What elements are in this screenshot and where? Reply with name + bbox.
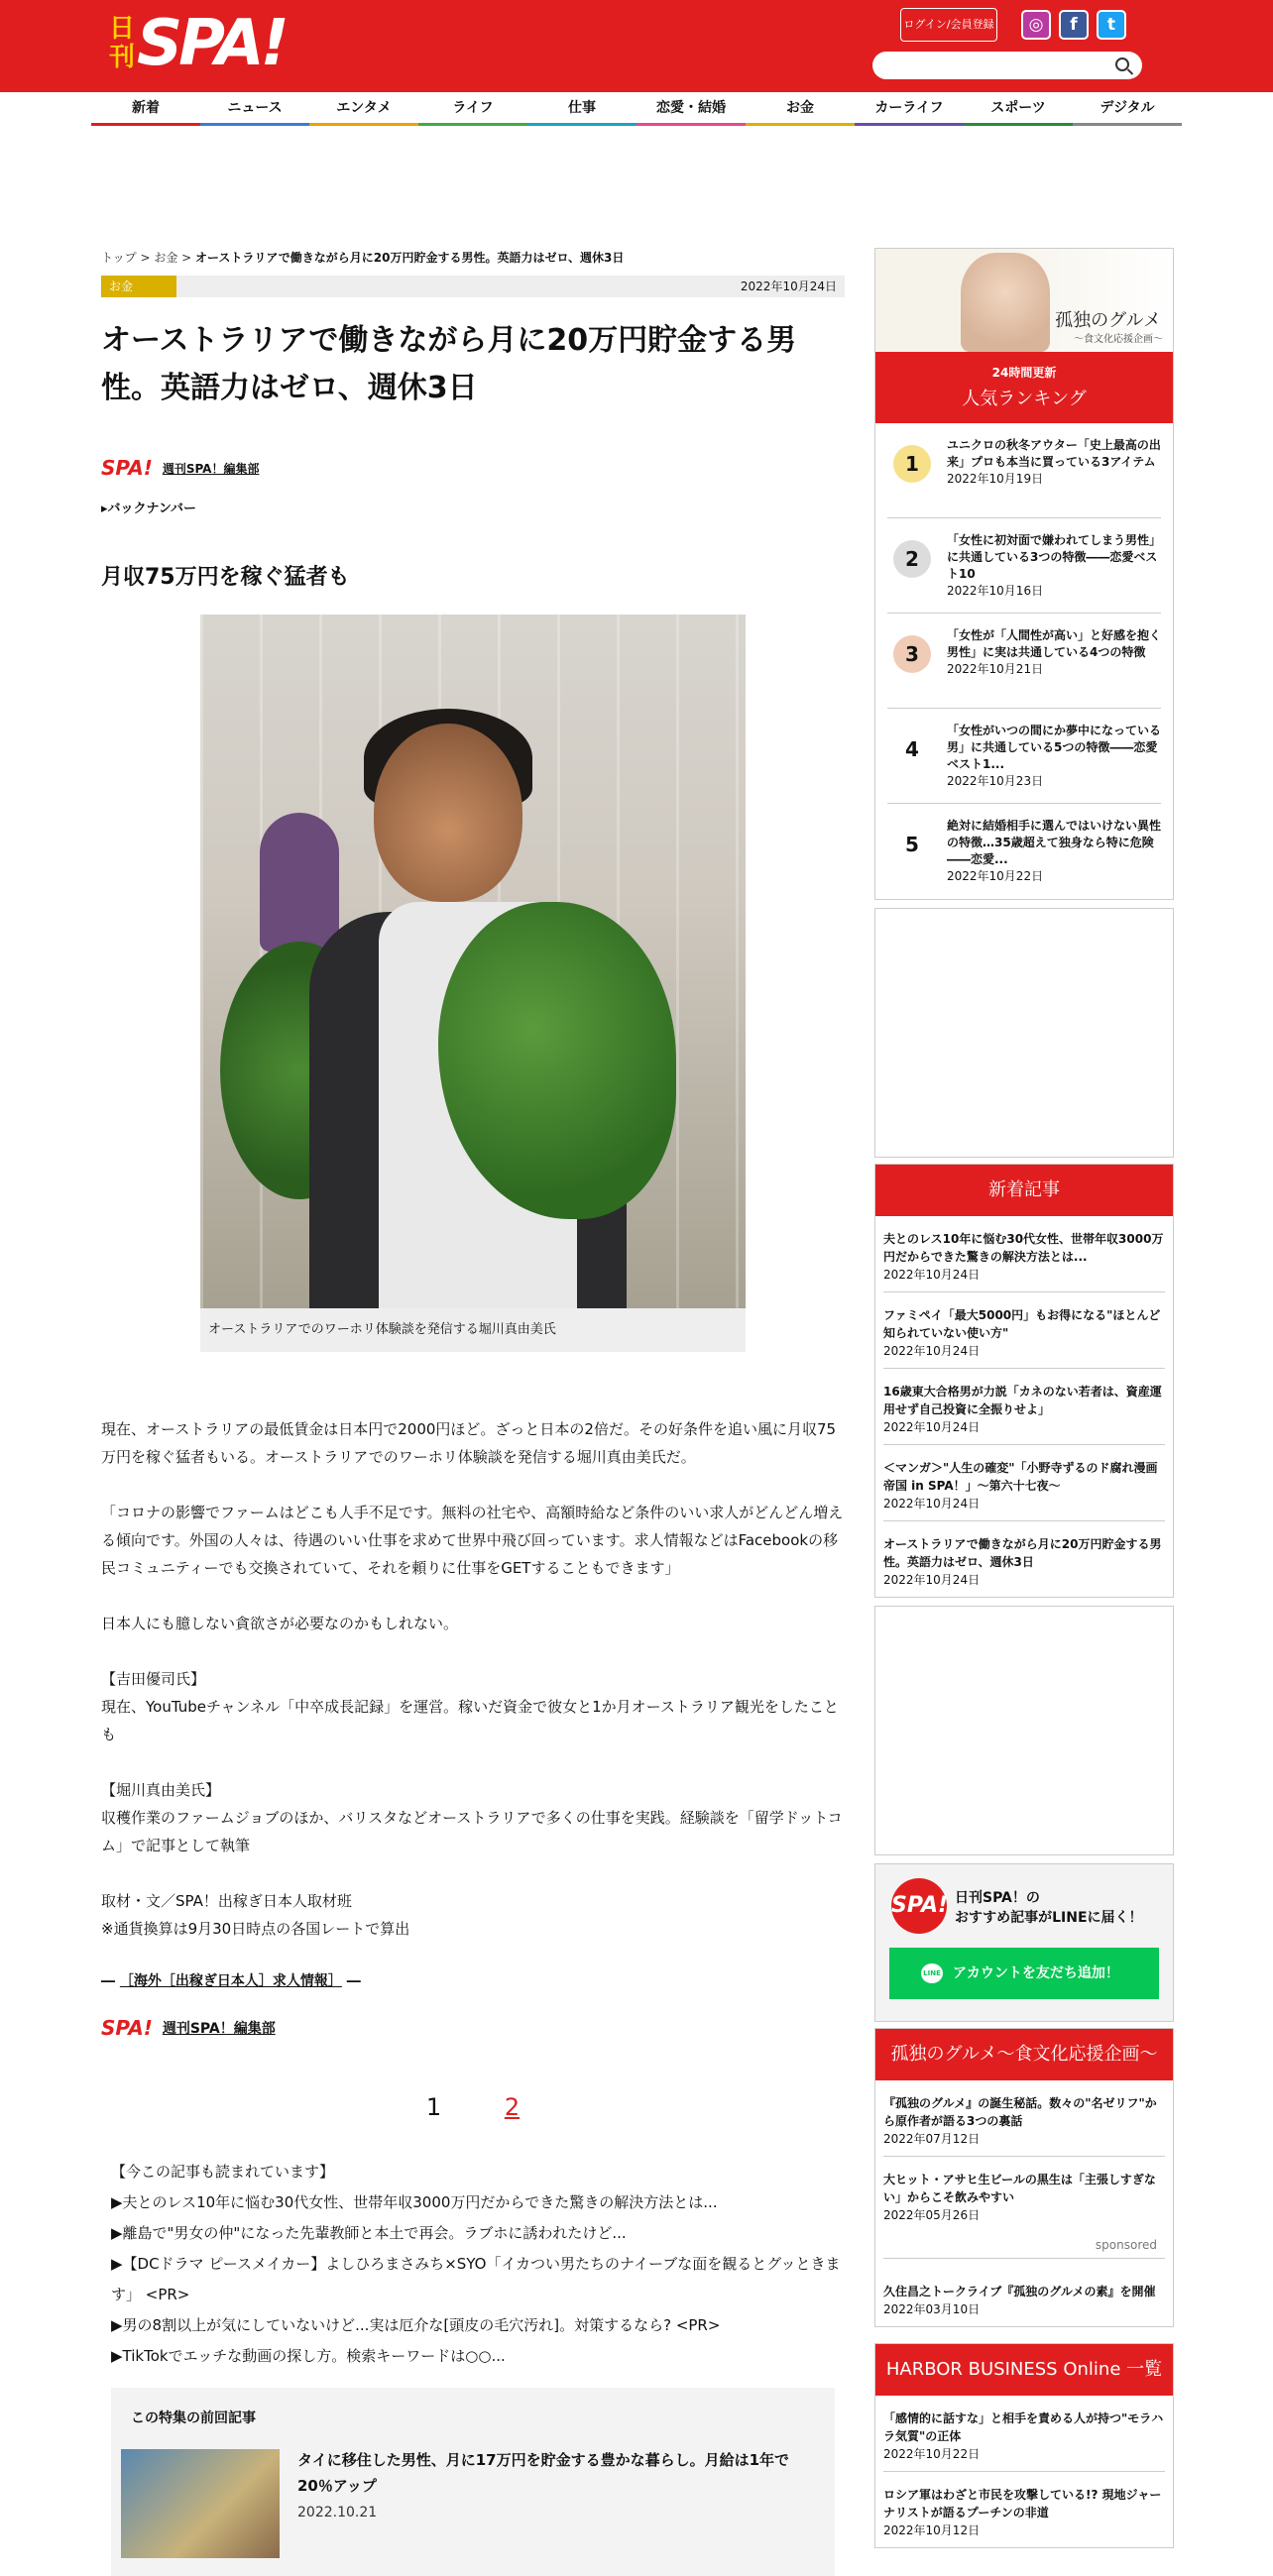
ranking-item[interactable] — [887, 518, 1161, 614]
ad-slot — [874, 1606, 1174, 1855]
rank-number: 1 — [893, 445, 931, 483]
gourmet-list — [875, 2080, 1173, 2326]
related-item[interactable]: ▶【DCドラマ ピースメイカー】よしひろまさみち×SYO「イカつい男たちのナイーブな面を観るとグッときます」 <PR> — [111, 2255, 841, 2303]
ranking-title: 人気ランキング — [962, 389, 1087, 409]
rank-title: 絶対に結婚相手に選んではいけない異性の特徴…35歳超えて独身なら特に危険――恋愛... — [947, 819, 1162, 866]
item-title: ファミペイ「最大5000円」もお得になる"ほとんど知られていない使い方" — [883, 1308, 1161, 1340]
rank-number: 5 — [905, 833, 919, 856]
ranking-item[interactable] — [887, 423, 1161, 518]
item-title: 16歳東大合格男が力説「カネのない若者は、資産運用せず自己投資に全振りせよ」 — [883, 1385, 1162, 1416]
ranking-item[interactable] — [887, 709, 1161, 804]
profile-text: 現在、YouTubeチャンネル「中卒成長記録」を運営。稼いだ資金で彼女と1か月オーストラリア観光をしたことも — [101, 1698, 839, 1743]
related-item[interactable]: ▶夫とのレス10年に悩む30代女性、世帯年収3000万円だからできた驚きの解決方法とは... — [111, 2193, 718, 2211]
pagination — [101, 2093, 845, 2121]
nav-item-work[interactable]: 仕事 — [527, 92, 636, 126]
search-input[interactable] — [872, 52, 1142, 79]
paragraph: 「コロナの影響でファームはどこも人手不足です。無料の社宅や、高額時給など条件のいい求人がどんどん増える傾向です。外国の人々は、待遇のいい仕事を求めて世界中飛び回っています。求人情報などはFacebookの移民コミュニティーでも交換されていて、それを頼りに仕事をGETすることもできます」 — [101, 1504, 844, 1577]
previous-heading: この特集の前回記事 — [131, 2410, 256, 2426]
nav-item-entame[interactable]: エンタメ — [309, 92, 418, 126]
harbor-box — [874, 2343, 1174, 2548]
banner-subtitle: ～食文化応援企画～ — [1074, 334, 1163, 345]
list-item[interactable] — [883, 2080, 1165, 2157]
page-2-link[interactable]: 2 — [504, 2093, 521, 2121]
site-header — [0, 0, 1273, 92]
credit-block — [101, 1887, 845, 1943]
banner-title: 孤独のグルメ — [1055, 310, 1161, 331]
previous-date: 2022.10.21 — [297, 2505, 378, 2520]
author-block — [101, 456, 845, 480]
breadcrumb-current: オーストラリアで働きながら月に20万円貯金する男性。英語力はゼロ、週休3日 — [195, 251, 625, 265]
spa-logo-badge: SPA! — [891, 1878, 947, 1934]
item-date: 2022年05月26日 — [883, 2208, 981, 2222]
login-button[interactable]: ログイン/会員登録 — [900, 8, 997, 42]
article-main — [101, 248, 845, 2576]
item-date: 2022年10月24日 — [883, 1497, 981, 1511]
link-dash: ― — [101, 1973, 120, 1989]
gourmet-header: 孤独のグルメ～食文化応援企画～ — [875, 2029, 1173, 2080]
author-logo: SPA! — [101, 2016, 153, 2040]
ranking-list — [875, 423, 1173, 899]
sidebar — [874, 248, 1174, 2548]
nav-item-love[interactable]: 恋愛・結婚 — [636, 92, 746, 126]
item-title: 久住昌之トークライブ『孤独のグルメの素』を開催 — [883, 2285, 1156, 2298]
logo-spa: SPA! — [137, 7, 286, 80]
rank-title: 「女性に初対面で嫌われてしまう男性」に共通している3つの特徴――恋愛ベスト10 — [947, 533, 1162, 581]
profile-block — [101, 1776, 845, 1859]
item-date: 2022年07月12日 — [883, 2132, 981, 2146]
rank-date: 2022年10月16日 — [947, 584, 1044, 598]
item-date: 2022年10月12日 — [883, 2523, 981, 2537]
rank-number: 3 — [893, 635, 931, 673]
item-date: 2022年10月22日 — [883, 2447, 981, 2461]
related-heading: 【今この記事も読まれています】 — [111, 2163, 335, 2181]
nav-item-car[interactable]: カーライフ — [855, 92, 964, 126]
list-item[interactable] — [883, 1216, 1165, 1292]
nav-item-sports[interactable]: スポーツ — [964, 92, 1073, 126]
previous-title[interactable]: タイに移住した男性、月に17万円を貯金する豊かな暮らし。月給は1年で20％アップ — [297, 2451, 790, 2495]
item-title: 夫とのレス10年に悩む30代女性、世帯年収3000万円だからできた驚きの解決方法とは... — [883, 1232, 1164, 1264]
item-date: 2022年03月10日 — [883, 2302, 981, 2316]
nav-item-digital[interactable]: デジタル — [1073, 92, 1182, 126]
list-item[interactable] — [883, 1521, 1165, 1597]
gourmet-box — [874, 2028, 1174, 2327]
list-item[interactable] — [883, 1369, 1165, 1445]
harbor-header[interactable]: HARBOR BUSINESS Online 一覧 — [875, 2344, 1173, 2396]
nav-item-money[interactable]: お金 — [746, 92, 855, 126]
rank-date: 2022年10月22日 — [947, 869, 1044, 883]
category-nav — [91, 92, 1182, 126]
author-link[interactable]: 週刊SPA！編集部 — [162, 461, 260, 476]
note-text: ※通貨換算は9月30日時点の各国レートで算出 — [101, 1920, 410, 1938]
line-text: おすすめ記事がLINEに届く！ — [955, 1910, 1143, 1926]
related-link-line — [101, 1970, 845, 1990]
nav-item-life[interactable]: ライフ — [418, 92, 527, 126]
breadcrumb-top[interactable]: トップ — [101, 251, 137, 265]
rank-title: ユニクロの秋冬アウター「史上最高の出来」プロも本当に買っている3アイテム — [947, 438, 1161, 469]
item-date: 2022年10月24日 — [883, 1420, 981, 1434]
related-item[interactable]: ▶TikTokでエッチな動画の探し方。検索キーワードは○○... — [111, 2347, 506, 2365]
ad-slot — [874, 908, 1174, 1158]
line-promo-text — [955, 1888, 1143, 1928]
author-block-bottom — [101, 2016, 845, 2040]
previous-thumbnail[interactable] — [121, 2449, 280, 2558]
breadcrumb: トップ > お金 > オーストラリアで働きながら月に20万円貯金する男性。英語力はゼロ、週休3日 — [101, 251, 625, 265]
link-dash: ― — [341, 1973, 361, 1989]
ranking-item[interactable] — [887, 804, 1161, 899]
related-item[interactable]: ▶離島で"男女の仲"になった先輩教師と本土で再会。ラブホに誘われたけど... — [111, 2224, 627, 2242]
line-text: 日刊SPA！の — [955, 1890, 1040, 1906]
category-badge[interactable]: お金 — [101, 276, 176, 297]
paragraph: 現在、オーストラリアの最低賃金は日本円で2000円ほど。ざっと日本の2倍だ。その好条件を追い風に月収75万円を稼ぐ猛者もいる。オーストラリアでのワーホリ体験談を発信する堀川真由美氏だ。 — [101, 1420, 837, 1466]
related-item[interactable]: ▶男の8割以上が気にしていないけど...実は厄介な[頭皮の毛穴汚れ]。対策するなら? <PR> — [111, 2316, 721, 2334]
item-title: オーストラリアで働きながら月に20万円貯金する男性。英語力はゼロ、週休3日 — [883, 1537, 1162, 1569]
job-info-link[interactable]: ［海外［出稼ぎ日本人］求人情報］ — [119, 1973, 342, 1989]
item-title: 「感情的に話すな」と相手を責める人が持つ"モラハラ気質"の正体 — [883, 2411, 1164, 2443]
photo-caption: オーストラリアでのワーホリ体験談を発信する堀川真由美氏 — [200, 1308, 746, 1352]
page-1: 1 — [425, 2093, 442, 2121]
rank-date: 2022年10月23日 — [947, 774, 1044, 788]
rank-number: 4 — [905, 737, 919, 761]
logo-nikkan: 日刊 — [109, 14, 136, 72]
item-title: 『孤独のグルメ』の誕生秘話。数々の"名ゼリフ"から原作者が語る3つの裏話 — [883, 2096, 1157, 2128]
article-body — [101, 1415, 845, 1943]
harbor-list — [875, 2396, 1173, 2547]
profile-name: 【堀川真由美氏】 — [101, 1781, 221, 1799]
rank-date: 2022年10月21日 — [947, 662, 1044, 676]
item-title: 大ヒット・アサヒ生ビールの黒生は「主張しすぎない」からこそ飲みやすい — [883, 2173, 1156, 2204]
new-articles-header: 新着記事 — [875, 1165, 1173, 1216]
profile-name: 【吉田優司氏】 — [101, 1670, 206, 1688]
credit-text: 取材・文／SPA！出稼ぎ日本人取材班 — [101, 1892, 352, 1910]
list-item[interactable] — [883, 1445, 1165, 1521]
section-heading: 月収75万円を稼ぐ猛者も — [101, 565, 350, 590]
profile-block — [101, 1665, 845, 1748]
line-icon: LINE — [921, 1963, 943, 1983]
nav-item-new[interactable]: 新着 — [91, 92, 200, 126]
line-button-label: アカウントを友だち追加！ — [953, 1965, 1119, 1981]
article-date: 2022年10月24日 — [740, 280, 837, 293]
previous-article-box — [111, 2388, 835, 2576]
related-articles — [101, 2157, 845, 2372]
sponsored-label: sponsored — [883, 2232, 1165, 2259]
instagram-icon[interactable]: ◎ — [1021, 10, 1051, 40]
ranking-box — [874, 248, 1174, 900]
item-date: 2022年10月24日 — [883, 1573, 981, 1587]
item-date: 2022年10月24日 — [883, 1344, 981, 1358]
backnumber-link[interactable]: ▸バックナンバー — [101, 502, 196, 516]
list-item[interactable] — [883, 1292, 1165, 1369]
line-add-friend-button[interactable] — [889, 1948, 1159, 1999]
list-item[interactable] — [883, 2157, 1165, 2232]
gourmet-banner[interactable] — [875, 249, 1173, 352]
article-title: オーストラリアで働きながら月に20万円貯金する男性。英語力はゼロ、週休3日 — [101, 323, 797, 405]
list-item[interactable] — [883, 2396, 1165, 2472]
ranking-subtitle: 24時間更新 — [991, 366, 1057, 380]
line-signup-box — [874, 1863, 1174, 2022]
rank-title: 「女性が「人間性が高い」と好感を抱く男性」に実は共通している4つの特徴 — [947, 628, 1162, 659]
item-title: ロシア軍はわざと市民を攻撃している!? 現地ジャーナリストが語るプーチンの非道 — [883, 2488, 1162, 2520]
category-bar — [101, 276, 845, 297]
list-item[interactable] — [883, 2472, 1165, 2547]
facebook-icon[interactable]: f — [1059, 10, 1089, 40]
site-logo[interactable] — [109, 7, 286, 80]
search-icon[interactable] — [1115, 57, 1129, 71]
rank-title: 「女性がいつの間にか夢中になっている男」に共通している5つの特徴――恋愛ベスト1... — [947, 724, 1162, 771]
ranking-item[interactable] — [887, 614, 1161, 709]
item-date: 2022年10月24日 — [883, 1268, 981, 1282]
author-link[interactable]: 週刊SPA！編集部 — [162, 2021, 276, 2037]
rank-date: 2022年10月19日 — [947, 472, 1044, 486]
rank-number: 2 — [893, 540, 931, 578]
new-articles-box — [874, 1164, 1174, 1598]
new-articles-list — [875, 1216, 1173, 1597]
twitter-icon[interactable]: t — [1097, 10, 1126, 40]
item-title: ＜マンガ＞"人生の確変"「小野寺ずるのド腐れ漫画帝国 in SPA！」～第六十七夜～ — [883, 1461, 1158, 1493]
ranking-header — [875, 352, 1173, 423]
article-photo — [200, 615, 746, 1308]
paragraph: 日本人にも臆しない貪欲さが必要なのかもしれない。 — [101, 1615, 459, 1632]
profile-text: 収穫作業のファームジョブのほか、バリスタなどオーストラリアで多くの仕事を実践。経験談を「留学ドットコム」で記事として執筆 — [101, 1809, 843, 1854]
author-logo: SPA! — [101, 456, 153, 480]
nav-item-news[interactable]: ニュース — [200, 92, 309, 126]
breadcrumb-category[interactable]: お金 — [154, 251, 178, 265]
list-item[interactable] — [883, 2259, 1165, 2326]
